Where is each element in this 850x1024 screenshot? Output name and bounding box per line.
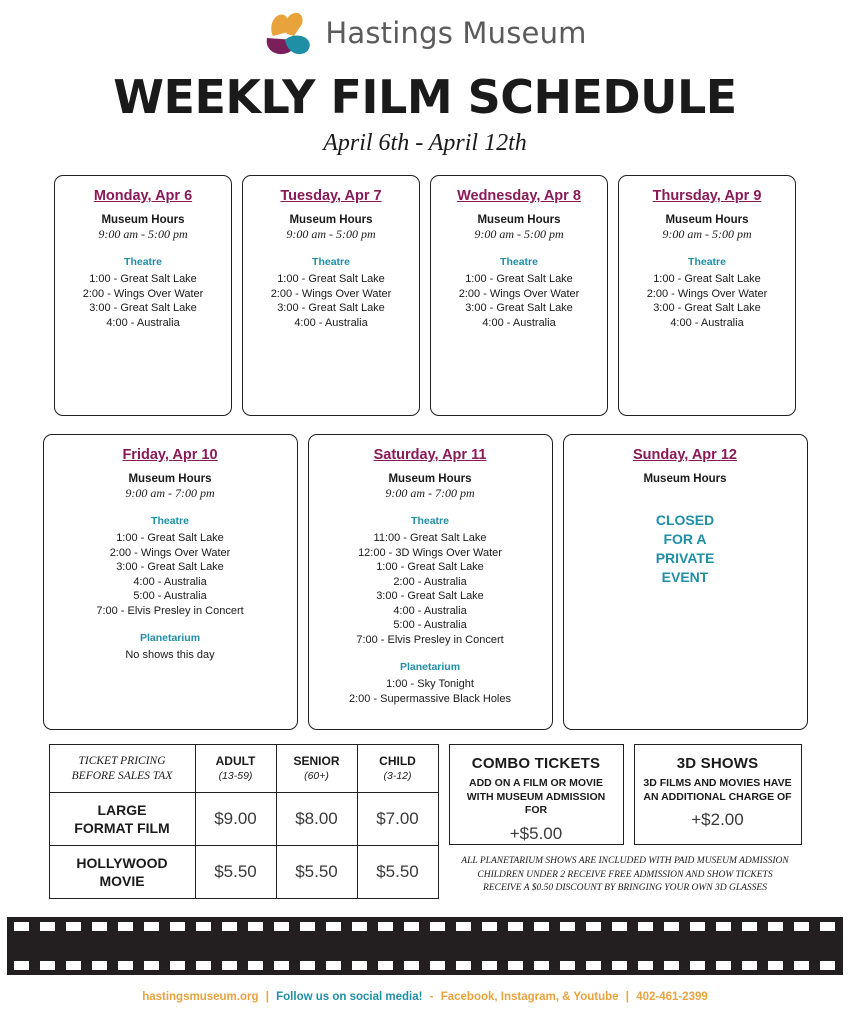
planetarium-list [317, 677, 544, 706]
filmstrip-perforation [820, 922, 835, 931]
footer-phone: 402-461-2399 [636, 991, 708, 1003]
price-cell: $5.50 [195, 846, 276, 899]
filmstrip-perforation [456, 961, 471, 970]
addons-section [449, 744, 802, 896]
day-card-tuesday [242, 175, 420, 416]
price-cell: $7.00 [357, 793, 438, 846]
filmstrip-perforation [92, 922, 107, 931]
day-title: Sunday, Apr 12 [633, 447, 737, 463]
combo-tickets-box [449, 744, 624, 845]
theatre-label: Theatre [411, 515, 449, 527]
column-sub: (3-12) [383, 769, 412, 782]
filmstrip-perforation [144, 961, 159, 970]
hours-label: Museum Hours [388, 473, 472, 485]
column-label: SENIOR [293, 753, 340, 768]
pricing-note: TICKET PRICING BEFORE SALES TAX [49, 745, 195, 793]
table-row [49, 846, 438, 899]
column-label: CHILD [379, 753, 416, 768]
showtime-item: 1:00 - Great Salt Lake [277, 273, 385, 285]
filmstrip-perforation [274, 961, 289, 970]
day-title: Wednesday, Apr 8 [457, 188, 581, 204]
filmstrip-perforations-top [7, 922, 843, 931]
filmstrip-perforation [586, 922, 601, 931]
hours-label: Museum Hours [643, 473, 727, 485]
filmstrip-perforation [690, 961, 705, 970]
hours-value: 9:00 am - 5:00 pm [662, 227, 752, 241]
filmstrip-perforation [508, 961, 523, 970]
showtime-item: 3:00 - Great Salt Lake [89, 302, 197, 314]
price-cell: $9.00 [195, 793, 276, 846]
filmstrip-perforation [170, 961, 185, 970]
showtime-item: 2:00 - Wings Over Water [82, 287, 204, 300]
filmstrip-perforation [300, 961, 315, 970]
showtime-item: 3:00 - Great Salt Lake [116, 561, 224, 573]
filmstrip-perforation [326, 961, 341, 970]
hours-value: 9:00 am - 7:00 pm [385, 486, 475, 500]
day-title: Monday, Apr 6 [93, 188, 193, 204]
day-card-thursday [618, 175, 796, 416]
combo-title: COMBO TICKETS [471, 755, 601, 772]
footer-social-prompt: Follow us on social media! [276, 991, 423, 1003]
showtime-item: 2:00 - Wings Over Water [646, 287, 768, 300]
theatre-list [439, 272, 599, 330]
theatre-list [63, 272, 223, 330]
filmstrip-perforation [196, 922, 211, 931]
showtime-item: No shows this day [125, 649, 215, 661]
hours-value: 9:00 am - 5:00 pm [98, 227, 188, 241]
footer-separator: | [265, 991, 269, 1003]
showtime-item: 3:00 - Great Salt Lake [376, 590, 484, 602]
day-card-friday [43, 434, 298, 730]
page-title: WEEKLY FILM SCHEDULE [113, 70, 737, 124]
planetarium-list [52, 648, 289, 663]
column-adult [195, 745, 276, 793]
showtime-item: 4:00 - Australia [133, 575, 207, 588]
filmstrip-perforation [144, 922, 159, 931]
price-cell: $5.50 [357, 846, 438, 899]
filmstrip-perforation [534, 922, 549, 931]
filmstrip-perforation [40, 961, 55, 970]
filmstrip-perforation [118, 961, 133, 970]
day-card-sunday [563, 434, 808, 730]
filmstrip-perforation [248, 961, 263, 970]
filmstrip-perforation [768, 922, 783, 931]
day-title: Tuesday, Apr 7 [280, 188, 382, 204]
row-label-hollywood: HOLLYWOOD MOVIE [49, 846, 195, 899]
footer-social-list: Facebook, Instagram, & Youtube [440, 991, 619, 1003]
showtime-item: 4:00 - Australia [482, 316, 556, 329]
fineprint: ALL PLANETARIUM SHOWS ARE INCLUDED WITH PAID MUSEUM ADMISSION CHILDREN UNDER 2 RECEIVE FREE ADMISSION AND SHOW TICKETS RECEIVE A $0.50 DISCOUNT BY BRINGING YOUR OWN 3D GLASSES [461, 856, 789, 893]
filmstrip-perforation [430, 961, 445, 970]
combo-price: +$5.00 [509, 823, 563, 843]
showtime-item: 7:00 - Elvis Presley in Concert [356, 633, 504, 646]
day-title: Saturday, Apr 11 [373, 447, 487, 463]
filmstrip-perforation [430, 922, 445, 931]
brand-header [0, 0, 850, 56]
filmstrip-perforation [638, 922, 653, 931]
filmstrip-perforation [612, 961, 627, 970]
footer-website[interactable]: hastingsmuseum.org [142, 991, 259, 1003]
filmstrip-decoration [7, 917, 843, 975]
column-sub: (13-59) [218, 769, 253, 782]
filmstrip-perforation [274, 922, 289, 931]
filmstrip-perforation [40, 922, 55, 931]
theatre-list [251, 272, 411, 330]
pricing-table [49, 744, 439, 899]
showtime-item: 1:00 - Great Salt Lake [465, 273, 573, 285]
showtime-item: 12:00 - 3D Wings Over Water [358, 546, 502, 559]
showtime-item: 1:00 - Great Salt Lake [116, 532, 224, 544]
showtime-item: 2:00 - Wings Over Water [458, 287, 580, 300]
filmstrip-perforation [352, 922, 367, 931]
filmstrip-perforation [794, 961, 809, 970]
filmstrip-perforation [378, 922, 393, 931]
showtime-item: 2:00 - Wings Over Water [109, 546, 231, 559]
filmstrip-perforation [170, 922, 185, 931]
day-title: Friday, Apr 10 [122, 447, 218, 463]
3d-price: +$2.00 [691, 810, 744, 829]
combo-subtitle: ADD ON A FILM OR MOVIE WITH MUSEUM ADMISSION FOR [466, 777, 606, 816]
filmstrip-perforation [14, 961, 29, 970]
filmstrip-perforation [66, 922, 81, 931]
hours-value: 9:00 am - 5:00 pm [286, 227, 376, 241]
hours-label: Museum Hours [128, 473, 212, 485]
day-card-monday [54, 175, 232, 416]
showtime-item: 2:00 - Wings Over Water [270, 287, 392, 300]
theatre-list [52, 531, 289, 618]
row-label-large-format: LARGE FORMAT FILM [49, 793, 195, 846]
showtime-item: 7:00 - Elvis Presley in Concert [96, 604, 244, 617]
3d-subtitle: 3D FILMS AND MOVIES HAVE AN ADDITIONAL CHARGE OF [643, 777, 792, 803]
theatre-label: Theatre [312, 256, 350, 268]
column-label: ADULT [215, 753, 256, 768]
filmstrip-perforation [196, 961, 211, 970]
filmstrip-perforation [768, 961, 783, 970]
hand-swoosh-logo-icon [263, 10, 315, 56]
column-sub: (60+) [304, 769, 329, 782]
brand-name: Hastings Museum [325, 16, 587, 50]
showtime-item: 4:00 - Australia [106, 316, 180, 329]
filmstrip-perforation [560, 922, 575, 931]
hours-label: Museum Hours [101, 214, 185, 226]
showtime-item: 1:00 - Great Salt Lake [376, 561, 484, 573]
showtime-item: 5:00 - Australia [393, 619, 467, 631]
filmstrip-perforation [560, 961, 575, 970]
filmstrip-perforation [222, 922, 237, 931]
filmstrip-perforation [92, 961, 107, 970]
hours-value: 9:00 am - 7:00 pm [125, 486, 215, 500]
filmstrip-perforation [820, 961, 835, 970]
filmstrip-perforation [716, 961, 731, 970]
3d-title: 3D SHOWS [676, 755, 759, 772]
week-row-1 [0, 175, 850, 416]
showtime-item: 2:00 - Australia [393, 575, 467, 588]
price-cell: $5.50 [276, 846, 357, 899]
showtime-item: 3:00 - Great Salt Lake [465, 302, 573, 314]
hours-label: Museum Hours [289, 214, 373, 226]
hours-label: Museum Hours [477, 214, 561, 226]
filmstrip-perforation [66, 961, 81, 970]
filmstrip-perforation [794, 922, 809, 931]
footer [0, 991, 850, 1003]
showtime-item: 4:00 - Australia [670, 316, 744, 329]
filmstrip-perforation [248, 922, 263, 931]
filmstrip-perforation [716, 922, 731, 931]
day-title: Thursday, Apr 9 [652, 188, 762, 204]
filmstrip-perforation [456, 922, 471, 931]
showtime-item: 1:00 - Sky Tonight [386, 678, 474, 690]
column-senior [276, 745, 357, 793]
showtime-item: 4:00 - Australia [294, 316, 368, 329]
table-header-row [49, 745, 438, 793]
showtime-item: 1:00 - Great Salt Lake [653, 273, 761, 285]
day-card-saturday [308, 434, 553, 730]
showtime-item: 3:00 - Great Salt Lake [277, 302, 385, 314]
footer-separator: | [625, 991, 629, 1003]
filmstrip-perforation [742, 961, 757, 970]
hours-label: Museum Hours [665, 214, 749, 226]
week-row-2 [0, 434, 850, 730]
hours-value: 9:00 am - 5:00 pm [474, 227, 564, 241]
planetarium-label: Planetarium [139, 632, 201, 644]
filmstrip-perforation [612, 922, 627, 931]
filmstrip-perforation [326, 922, 341, 931]
showtime-item: 3:00 - Great Salt Lake [653, 302, 761, 314]
theatre-label: Theatre [124, 256, 162, 268]
theatre-label: Theatre [688, 256, 726, 268]
filmstrip-perforation [664, 961, 679, 970]
filmstrip-perforation [222, 961, 237, 970]
filmstrip-perforation [742, 922, 757, 931]
closed-notice: CLOSED FOR A PRIVATE EVENT [655, 512, 715, 585]
footer-dash: - [429, 991, 434, 1003]
showtime-item: 4:00 - Australia [393, 604, 467, 617]
filmstrip-perforation [118, 922, 133, 931]
filmstrip-perforation [14, 922, 29, 931]
column-child [357, 745, 438, 793]
filmstrip-perforation [664, 922, 679, 931]
table-row [49, 793, 438, 846]
filmstrip-perforation [638, 961, 653, 970]
3d-shows-box [634, 744, 802, 845]
filmstrip-perforation [482, 922, 497, 931]
addons-row [449, 744, 802, 845]
price-cell: $8.00 [276, 793, 357, 846]
showtime-item: 2:00 - Supermassive Black Holes [348, 692, 511, 705]
filmstrip-perforation [404, 961, 419, 970]
filmstrip-perforation [586, 961, 601, 970]
filmstrip-perforation [404, 922, 419, 931]
theatre-label: Theatre [151, 515, 189, 527]
showtime-item: 1:00 - Great Salt Lake [89, 273, 197, 285]
date-range: April 6th - April 12th [323, 130, 527, 156]
filmstrip-perforations-bottom [7, 961, 843, 970]
filmstrip-perforation [534, 961, 549, 970]
filmstrip-perforation [508, 922, 523, 931]
planetarium-label: Planetarium [399, 661, 461, 673]
day-card-wednesday [430, 175, 608, 416]
theatre-label: Theatre [500, 256, 538, 268]
filmstrip-perforation [482, 961, 497, 970]
showtime-item: 5:00 - Australia [133, 590, 207, 602]
showtime-item: 11:00 - Great Salt Lake [373, 532, 487, 544]
filmstrip-perforation [352, 961, 367, 970]
theatre-list [317, 531, 544, 647]
filmstrip-perforation [690, 922, 705, 931]
pricing-section [0, 744, 850, 899]
filmstrip-perforation [300, 922, 315, 931]
theatre-list [627, 272, 787, 330]
filmstrip-perforation [378, 961, 393, 970]
